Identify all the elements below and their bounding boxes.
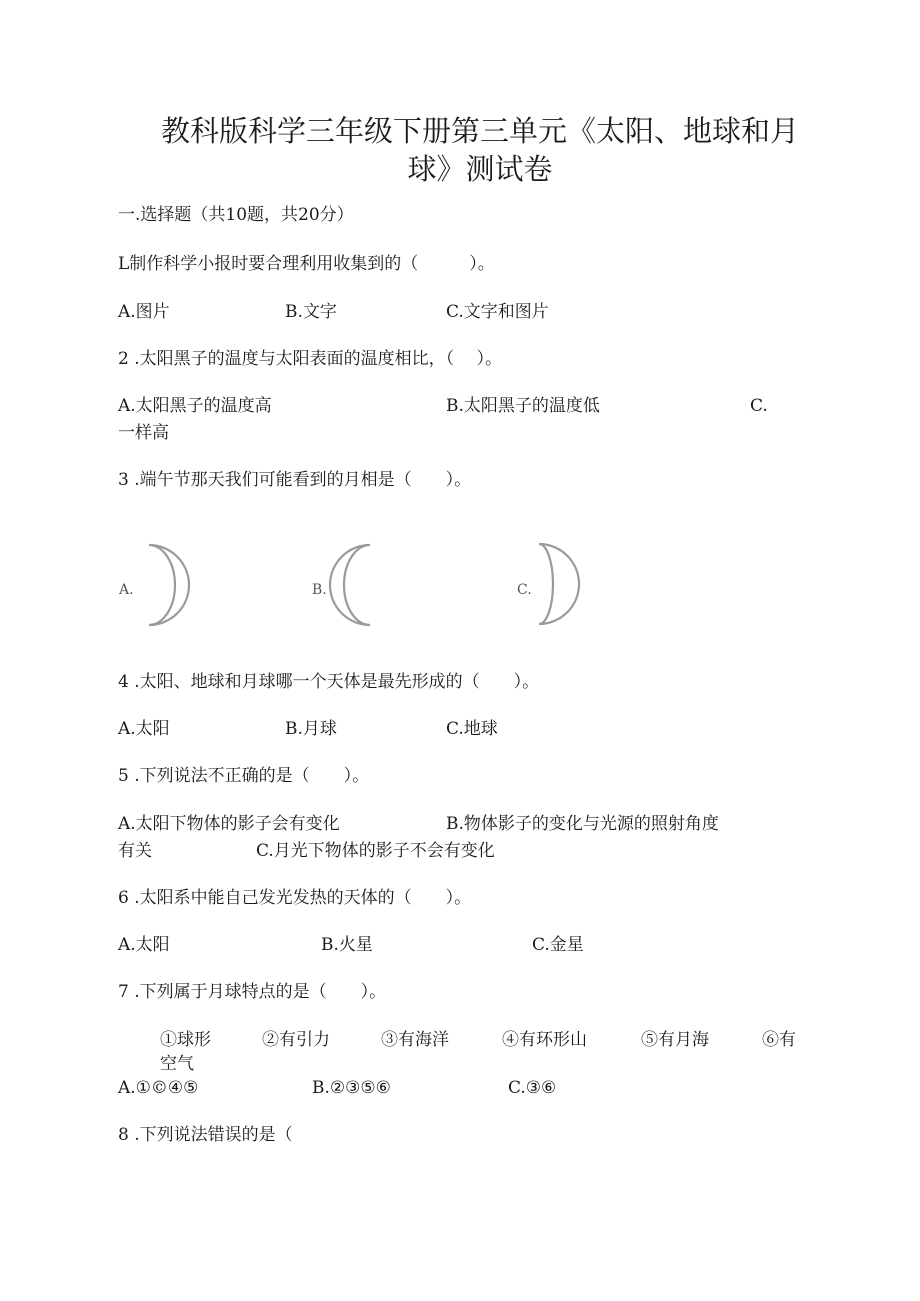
question-4-option-b: B.月球 — [285, 719, 337, 739]
question-4-stem: 4 .太阳、地球和月球哪一个天体是最先形成的（ ）。 — [118, 672, 540, 692]
question-3-stem: 3 .端午节那天我们可能看到的月相是（ ）。 — [118, 470, 472, 490]
question-5-option-c: C.月光下物体的影子不会有变化 — [256, 841, 495, 861]
question-1-option-b: B.文字 — [285, 302, 337, 322]
question-7-stem: 7 .下列属于月球特点的是（ ）。 — [118, 982, 387, 1002]
question-7-feature-2: ②有引力 — [262, 1030, 330, 1050]
question-5-option-b: B.物体影子的变化与光源的照射角度 — [446, 814, 719, 834]
question-5-stem: 5 .下列说法不正确的是（ ）。 — [118, 766, 370, 786]
moon-phase-b-label: B. — [312, 582, 327, 598]
moon-phase-b-image — [310, 540, 390, 630]
question-4-option-a: A.太阳 — [118, 719, 170, 739]
question-6-option-c: C.金星 — [532, 935, 584, 955]
question-7-option-c: C.③⑥ — [508, 1078, 557, 1098]
moon-phase-c-image — [515, 538, 605, 630]
question-4-option-c: C.地球 — [446, 719, 498, 739]
question-5-option-a: A.太阳下物体的影子会有变化 — [118, 814, 340, 834]
question-7-feature-5: ⑤有月海 — [641, 1030, 709, 1050]
question-2-option-c: C. — [750, 396, 768, 416]
question-2-option-b: B.太阳黑子的温度低 — [446, 396, 600, 416]
question-7-option-b: B.②③⑤⑥ — [312, 1078, 391, 1098]
question-2-option-a: A.太阳黑子的温度高 — [118, 396, 272, 416]
question-7-option-a: A.①©④⑤ — [118, 1078, 199, 1098]
question-1-option-a: A.图片 — [118, 302, 170, 322]
question-6-stem: 6 .太阳系中能自己发光发热的天体的（ ）。 — [118, 888, 472, 908]
question-7-feature-4: ④有环形山 — [502, 1030, 587, 1050]
question-7-feature-3: ③有海洋 — [381, 1030, 449, 1050]
question-1-option-c: C.文字和图片 — [446, 302, 549, 322]
question-2-option-c-text: 一样高 — [118, 423, 169, 443]
moon-phase-a-label: A. — [119, 582, 134, 598]
crescent-moon-icon — [310, 540, 390, 630]
question-5-option-b-cont: 有关 — [118, 841, 152, 861]
question-7-feature-1: ①球形 — [160, 1030, 211, 1050]
question-2-stem: 2 .太阳黑子的温度与太阳表面的温度相比，（ ）。 — [118, 349, 503, 369]
question-6-option-b: B.火星 — [321, 935, 373, 955]
moon-phase-a-image — [115, 540, 195, 630]
half-moon-icon — [515, 538, 605, 630]
moon-phase-c-label: C. — [517, 582, 532, 598]
question-1-stem: L制作科学小报时要合理利用收集到的（ ）。 — [118, 254, 495, 274]
question-7-feature-6-cont: 空气 — [160, 1054, 194, 1074]
section-heading: 一.选择题（共10题，共20分） — [118, 205, 354, 225]
crescent-moon-icon — [115, 540, 195, 630]
page-title: 教科版科学三年级下册第三单元《太阳、地球和月球》测试卷 — [160, 114, 799, 186]
question-6-option-a: A.太阳 — [118, 935, 170, 955]
question-8-stem: 8 .下列说法错误的是（ — [118, 1125, 293, 1145]
question-7-feature-6: ⑥有 — [762, 1030, 796, 1050]
